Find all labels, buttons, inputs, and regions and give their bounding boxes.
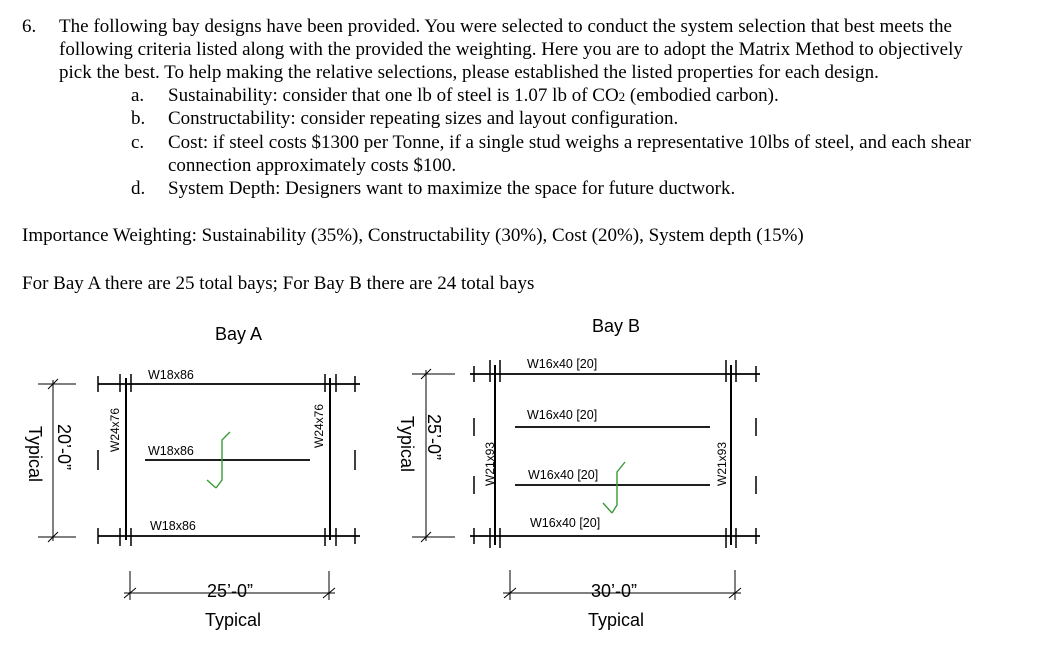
bay-b-depth-note: Typical (397, 416, 417, 473)
bay-a-beam-label: W18x86 (150, 519, 196, 533)
bay-b-beam-label: W16x40 [20] (527, 357, 598, 371)
bay-counts: For Bay A there are 25 total bays; For Bay B there are 24 total bays (22, 273, 535, 294)
criterion-b-text: Constructability: consider repeating sizes and layout configuration. (168, 108, 679, 129)
bay-b-drawing (397, 316, 760, 630)
criterion-d-text: System Depth: Designers want to maximize the space for future ductwork. (168, 178, 736, 199)
bay-b-depth-dimension: 25’-0” (424, 414, 444, 461)
bay-b-title: Bay B (592, 316, 641, 336)
bay-b-beam-label: W16x40 [20] (527, 408, 598, 422)
bay-b-beam-label: W16x40 [20] (528, 468, 599, 482)
criterion-b-letter: b. (131, 108, 146, 129)
importance-weighting: Importance Weighting: Sustainability (35%), Constructability (30%), Cost (20%), System depth (15%) (22, 225, 804, 246)
bay-a-depth-note: Typical (25, 426, 45, 483)
bay-b-span-note: Typical (588, 610, 645, 630)
bay-b-deck-span-arrow (612, 462, 625, 513)
bay-a-drawing (25, 324, 360, 630)
bay-a-beam-label: W18x86 (148, 368, 194, 382)
criterion-a-text: Sustainability: consider that one lb of steel is 1.07 lb of CO2 (embodied carbon). (168, 85, 779, 106)
intro-line-2: following criteria listed along with the provided the weighting. Here you are to adopt the Matrix Method to objectively (59, 39, 963, 60)
bay-a-deck-arrow-head (207, 480, 216, 488)
bay-b-girder-right-label: W21x93 (715, 441, 729, 486)
intro-line-3: pick the best. To help making the relative selections, please established the listed properties for each design. (59, 62, 879, 83)
bay-a-girder-left-label: W24x76 (108, 407, 122, 452)
bay-a-beam-label: W18x86 (148, 444, 194, 458)
bay-a-girder-right-label: W24x76 (312, 403, 326, 448)
bay-b-column-ticks (474, 360, 756, 548)
intro-line-1: The following bay designs have been provided. You were selected to conduct the system selection that best meets the (59, 16, 952, 37)
bay-b-span-dimension: 30’-0” (591, 581, 638, 601)
bay-a-span-note: Typical (205, 610, 262, 630)
criterion-c-text-2: connection approximately costs $100. (168, 155, 457, 176)
bay-a-span-dimension: 25’-0” (207, 581, 254, 601)
bay-b-beam-label: W16x40 [20] (530, 516, 601, 530)
bay-a-depth-dimension: 20’-0” (54, 424, 74, 471)
criterion-a-letter: a. (131, 85, 145, 106)
criterion-c-letter: c. (131, 132, 145, 153)
criterion-c-text-1: Cost: if steel costs $1300 per Tonne, if a single stud weighs a representative 10lbs of steel, and each shear (168, 132, 971, 153)
bay-b-girder-left-label: W21x93 (483, 441, 497, 486)
problem-number: 6. (22, 16, 37, 37)
bay-a-title: Bay A (215, 324, 263, 344)
criterion-d-letter: d. (131, 178, 146, 199)
bay-b-deck-arrow-head (603, 503, 612, 513)
